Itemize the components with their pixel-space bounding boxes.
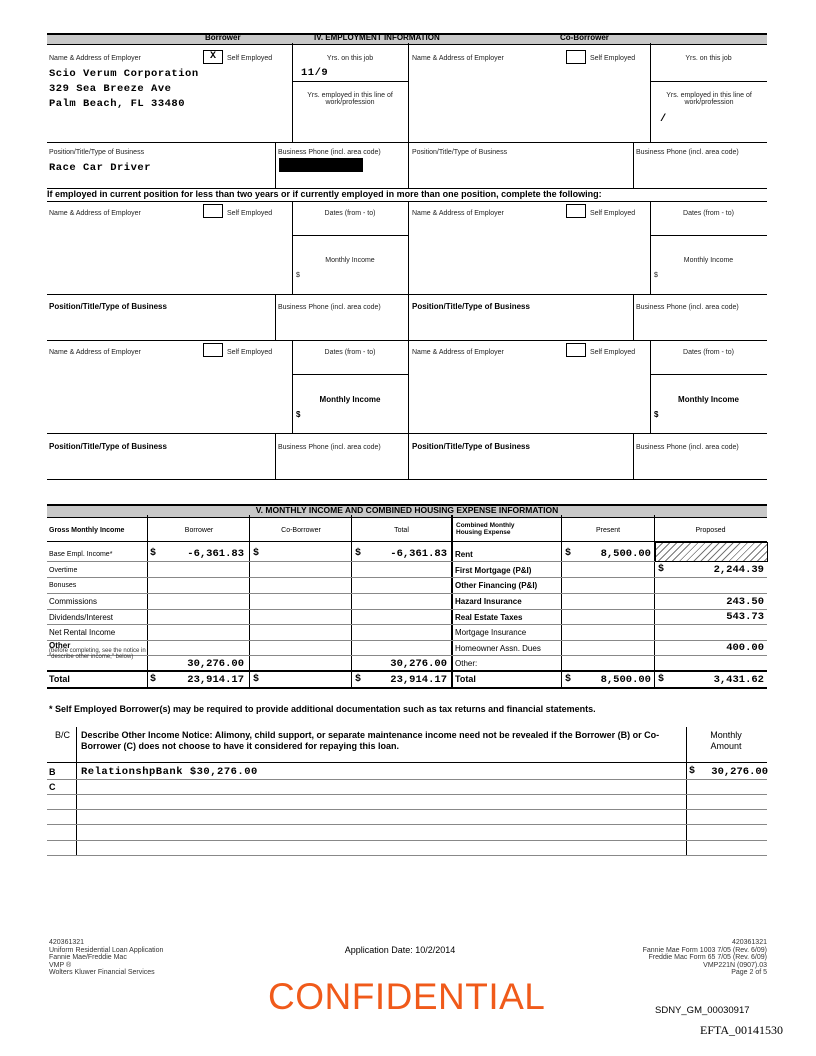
footer-right-line: Fannie Mae Form 1003 7/05 (Rev. 6/09) bbox=[642, 946, 767, 954]
co-yrs-in-line-label: Yrs. employed in this line of work/profession bbox=[666, 92, 752, 106]
employer-name[interactable]: Scio Verum Corporation bbox=[49, 68, 199, 80]
income-section-title: V. MONTHLY INCOME AND COMBINED HOUSING EXPENSE INFORMATION bbox=[255, 505, 559, 515]
employer2-position-label: Position/Title/Type of Business bbox=[49, 302, 167, 311]
row-other-note: (before completing, see the notice in "describe other income," below) bbox=[49, 648, 146, 660]
other-income-b-amount[interactable]: 30,276.00 bbox=[711, 766, 768, 778]
coborrower-label: Co-Borrower bbox=[560, 33, 609, 42]
employer2-dollar: $ bbox=[296, 272, 300, 279]
position-label: Position/Title/Type of Business bbox=[49, 149, 145, 156]
row-base-income-label: Base Empl. Income* bbox=[49, 551, 113, 558]
co-employer2-dollar: $ bbox=[654, 272, 658, 279]
borrower-label: Borrower bbox=[205, 33, 241, 42]
total-coborrower-dollar: $ bbox=[253, 674, 260, 685]
self-employed-label: Self Employed bbox=[227, 55, 273, 62]
co-employer2-self-employed-checkbox[interactable] bbox=[566, 204, 586, 218]
self-employed-note: * Self Employed Borrower(s) may be required to provide additional documentation such as tax returns and financial statements. bbox=[49, 704, 596, 714]
other-borrower-value[interactable]: 30,276.00 bbox=[187, 658, 244, 670]
employer2-self-employed-checkbox[interactable] bbox=[203, 204, 223, 218]
row-other-label: Other bbox=[49, 641, 71, 650]
redacted-phone bbox=[279, 158, 363, 172]
employment-section-title: IV. EMPLOYMENT INFORMATION bbox=[314, 33, 440, 42]
exp-first-mortgage-label: First Mortgage (P&I) bbox=[455, 566, 532, 575]
row-total-label: Total bbox=[49, 674, 70, 684]
footer-right-line: VMP221N (0907).03 bbox=[703, 961, 767, 969]
co-self-employed-checkbox[interactable] bbox=[566, 50, 586, 64]
footer-left-line: 420361321 bbox=[49, 939, 85, 946]
base-total-dollar: $ bbox=[355, 548, 362, 559]
co-employer2-phone-label: Business Phone (incl. area code) bbox=[636, 304, 739, 311]
co-employer2-self-employed-label: Self Employed bbox=[590, 210, 636, 217]
col-present: Present bbox=[595, 527, 621, 534]
other-income-c: C bbox=[49, 782, 56, 792]
base-borrower-dollar: $ bbox=[150, 548, 157, 559]
position-value[interactable]: Race Car Driver bbox=[49, 162, 152, 174]
other-income-b-desc[interactable]: RelationshpBank $30,276.00 bbox=[81, 766, 258, 778]
bc-label: B/C bbox=[55, 730, 71, 740]
co-employer3-dollar: $ bbox=[654, 410, 659, 419]
rent-present-value[interactable]: 8,500.00 bbox=[600, 548, 651, 560]
yrs-on-job-value[interactable]: 11/9 bbox=[301, 67, 329, 79]
row-commissions-label: Commissions bbox=[49, 597, 98, 606]
employer2-self-employed-label: Self Employed bbox=[227, 210, 273, 217]
employer3-dollar: $ bbox=[296, 410, 301, 419]
total-total-value[interactable]: 23,914.17 bbox=[390, 674, 447, 686]
footer-left-line: Wolters Kluwer Financial Services bbox=[49, 969, 155, 977]
co-yrs-in-line-value[interactable]: / bbox=[660, 113, 667, 125]
monthly-amount-label: Monthly Amount bbox=[710, 730, 742, 751]
co-employer3-phone-label: Business Phone (incl. area code) bbox=[636, 444, 739, 451]
less-than-two-years-note: If employed in current position for less than two years or if currently employed in more than one position, complete the following: bbox=[47, 189, 602, 199]
co-employer3-monthly-income-label: Monthly Income bbox=[678, 395, 739, 404]
co-employer2-dates-label: Dates (from - to) bbox=[683, 210, 734, 217]
employer3-phone-label: Business Phone (incl. area code) bbox=[278, 444, 381, 451]
co-employer3-position-label: Position/Title/Type of Business bbox=[412, 442, 530, 451]
co-employer2-position-label: Position/Title/Type of Business bbox=[412, 302, 530, 311]
total-proposed-dollar: $ bbox=[658, 674, 665, 685]
first-mortgage-proposed-dollar: $ bbox=[658, 564, 665, 575]
exp-total-label: Total bbox=[455, 674, 476, 684]
bates-number: SDNY_GM_00030917 bbox=[655, 1005, 750, 1016]
col-total: Total bbox=[394, 527, 409, 534]
footer-left-line: VMP ® bbox=[49, 961, 72, 969]
employer-name-label: Name & Address of Employer bbox=[49, 55, 141, 62]
total-borrower-value[interactable]: 23,914.17 bbox=[187, 674, 244, 686]
employer-address-line2[interactable]: Palm Beach, FL 33480 bbox=[49, 98, 186, 110]
employer3-self-employed-checkbox[interactable] bbox=[203, 343, 223, 357]
co-self-employed-label: Self Employed bbox=[590, 55, 636, 62]
co-business-phone-label: Business Phone (incl. area code) bbox=[636, 149, 739, 156]
exp-other-label: Other: bbox=[455, 659, 478, 668]
footer-right-line: Page 2 of 5 bbox=[731, 969, 767, 977]
co-employer3-name-label: Name & Address of Employer bbox=[412, 349, 504, 356]
co-employer3-self-employed-checkbox[interactable] bbox=[566, 343, 586, 357]
co-yrs-on-job-label: Yrs. on this job bbox=[685, 55, 732, 62]
footer-left bbox=[49, 939, 163, 977]
yrs-in-line-label: Yrs. employed in this line of work/profession bbox=[307, 92, 393, 106]
exp-mortgage-ins-label: Mortgage Insurance bbox=[455, 628, 527, 637]
total-proposed-value[interactable]: 3,431.62 bbox=[713, 674, 764, 686]
hoa-proposed-value[interactable]: 400.00 bbox=[726, 642, 764, 654]
other-income-b-dollar: $ bbox=[689, 766, 696, 777]
co-position-label: Position/Title/Type of Business bbox=[412, 149, 508, 156]
total-present-value[interactable]: 8,500.00 bbox=[600, 674, 651, 686]
co-employer3-self-employed-label: Self Employed bbox=[590, 349, 636, 356]
exp-taxes-label: Real Estate Taxes bbox=[455, 613, 523, 622]
co-employer-name-label: Name & Address of Employer bbox=[412, 55, 504, 62]
footer-right-line: Freddie Mac Form 65 7/05 (Rev. 6/09) bbox=[648, 954, 767, 962]
footer-right bbox=[560, 939, 767, 977]
self-employed-checkbox[interactable]: X bbox=[203, 50, 223, 64]
base-coborrower-dollar: $ bbox=[253, 548, 260, 559]
taxes-proposed-value[interactable]: 543.73 bbox=[726, 611, 764, 623]
row-overtime-label: Overtime bbox=[49, 567, 78, 574]
row-net-rental-label: Net Rental Income bbox=[49, 628, 116, 637]
employer2-monthly-income-label: Monthly Income bbox=[325, 257, 375, 264]
employer2-dates-label: Dates (from - to) bbox=[324, 210, 376, 217]
row-dividends-label: Dividends/Interest bbox=[49, 613, 114, 622]
exp-hoa-label: Homeowner Assn. Dues bbox=[455, 644, 541, 653]
exp-rent-label: Rent bbox=[455, 550, 473, 559]
co-employer2-name-label: Name & Address of Employer bbox=[412, 210, 504, 217]
employer-address-line1[interactable]: 329 Sea Breeze Ave bbox=[49, 83, 172, 95]
first-mortgage-proposed-value[interactable]: 2,244.39 bbox=[713, 564, 764, 576]
co-employer3-dates-label: Dates (from - to) bbox=[683, 349, 734, 356]
total-borrower-dollar: $ bbox=[150, 674, 157, 685]
col-coborrower: Co-Borrower bbox=[281, 527, 321, 534]
employer2-name-label: Name & Address of Employer bbox=[49, 210, 141, 217]
employer3-name-label: Name & Address of Employer bbox=[49, 349, 141, 356]
rent-present-dollar: $ bbox=[565, 548, 572, 559]
employer3-monthly-income-label: Monthly Income bbox=[319, 395, 381, 404]
employer3-position-label: Position/Title/Type of Business bbox=[49, 442, 167, 451]
col-proposed: Proposed bbox=[695, 527, 726, 534]
confidential-stamp: CONFIDENTIAL bbox=[268, 976, 546, 1017]
other-total-value[interactable]: 30,276.00 bbox=[390, 658, 447, 670]
col-borrower: Borrower bbox=[184, 527, 214, 534]
footer-left-line: Uniform Residential Loan Application bbox=[49, 946, 164, 954]
base-total-value[interactable]: -6,361.83 bbox=[390, 548, 447, 560]
hazard-proposed-value[interactable]: 243.50 bbox=[726, 596, 764, 608]
exp-hazard-label: Hazard Insurance bbox=[455, 597, 522, 606]
base-borrower-value[interactable]: -6,361.83 bbox=[187, 548, 244, 560]
other-income-b: B bbox=[49, 767, 56, 777]
rent-proposed-hatch bbox=[655, 542, 768, 562]
exp-other-financing-label: Other Financing (P&I) bbox=[455, 581, 538, 590]
row-bonuses-label: Bonuses bbox=[49, 582, 77, 589]
footer-right-line: 420361321 bbox=[731, 939, 767, 946]
employer3-self-employed-label: Self Employed bbox=[227, 349, 273, 356]
co-employer2-monthly-income-label: Monthly Income bbox=[683, 257, 734, 264]
employer3-dates-label: Dates (from - to) bbox=[324, 349, 376, 356]
col-housing-expense: Combined Monthly Housing Expense bbox=[456, 522, 515, 536]
application-date: Application Date: 10/2/2014 bbox=[344, 945, 456, 955]
efta-number: EFTA_00141530 bbox=[700, 1023, 784, 1037]
business-phone-label: Business Phone (incl. area code) bbox=[278, 149, 381, 156]
footer-left-line: Fannie Mae/Freddie Mac bbox=[49, 954, 127, 962]
col-gross-monthly-income: Gross Monthly Income bbox=[49, 527, 125, 534]
employer2-phone-label: Business Phone (incl. area code) bbox=[278, 304, 381, 311]
total-present-dollar: $ bbox=[565, 674, 572, 685]
yrs-on-job-label: Yrs. on this job bbox=[326, 55, 374, 62]
total-total-dollar: $ bbox=[355, 674, 362, 685]
describe-other-income: Describe Other Income Notice: Alimony, child support, or separate maintenance income need not be revealed if the Borrower (B) or Co-Borrower (C) does not choose to have it considered for repaying this loan. bbox=[81, 730, 660, 751]
